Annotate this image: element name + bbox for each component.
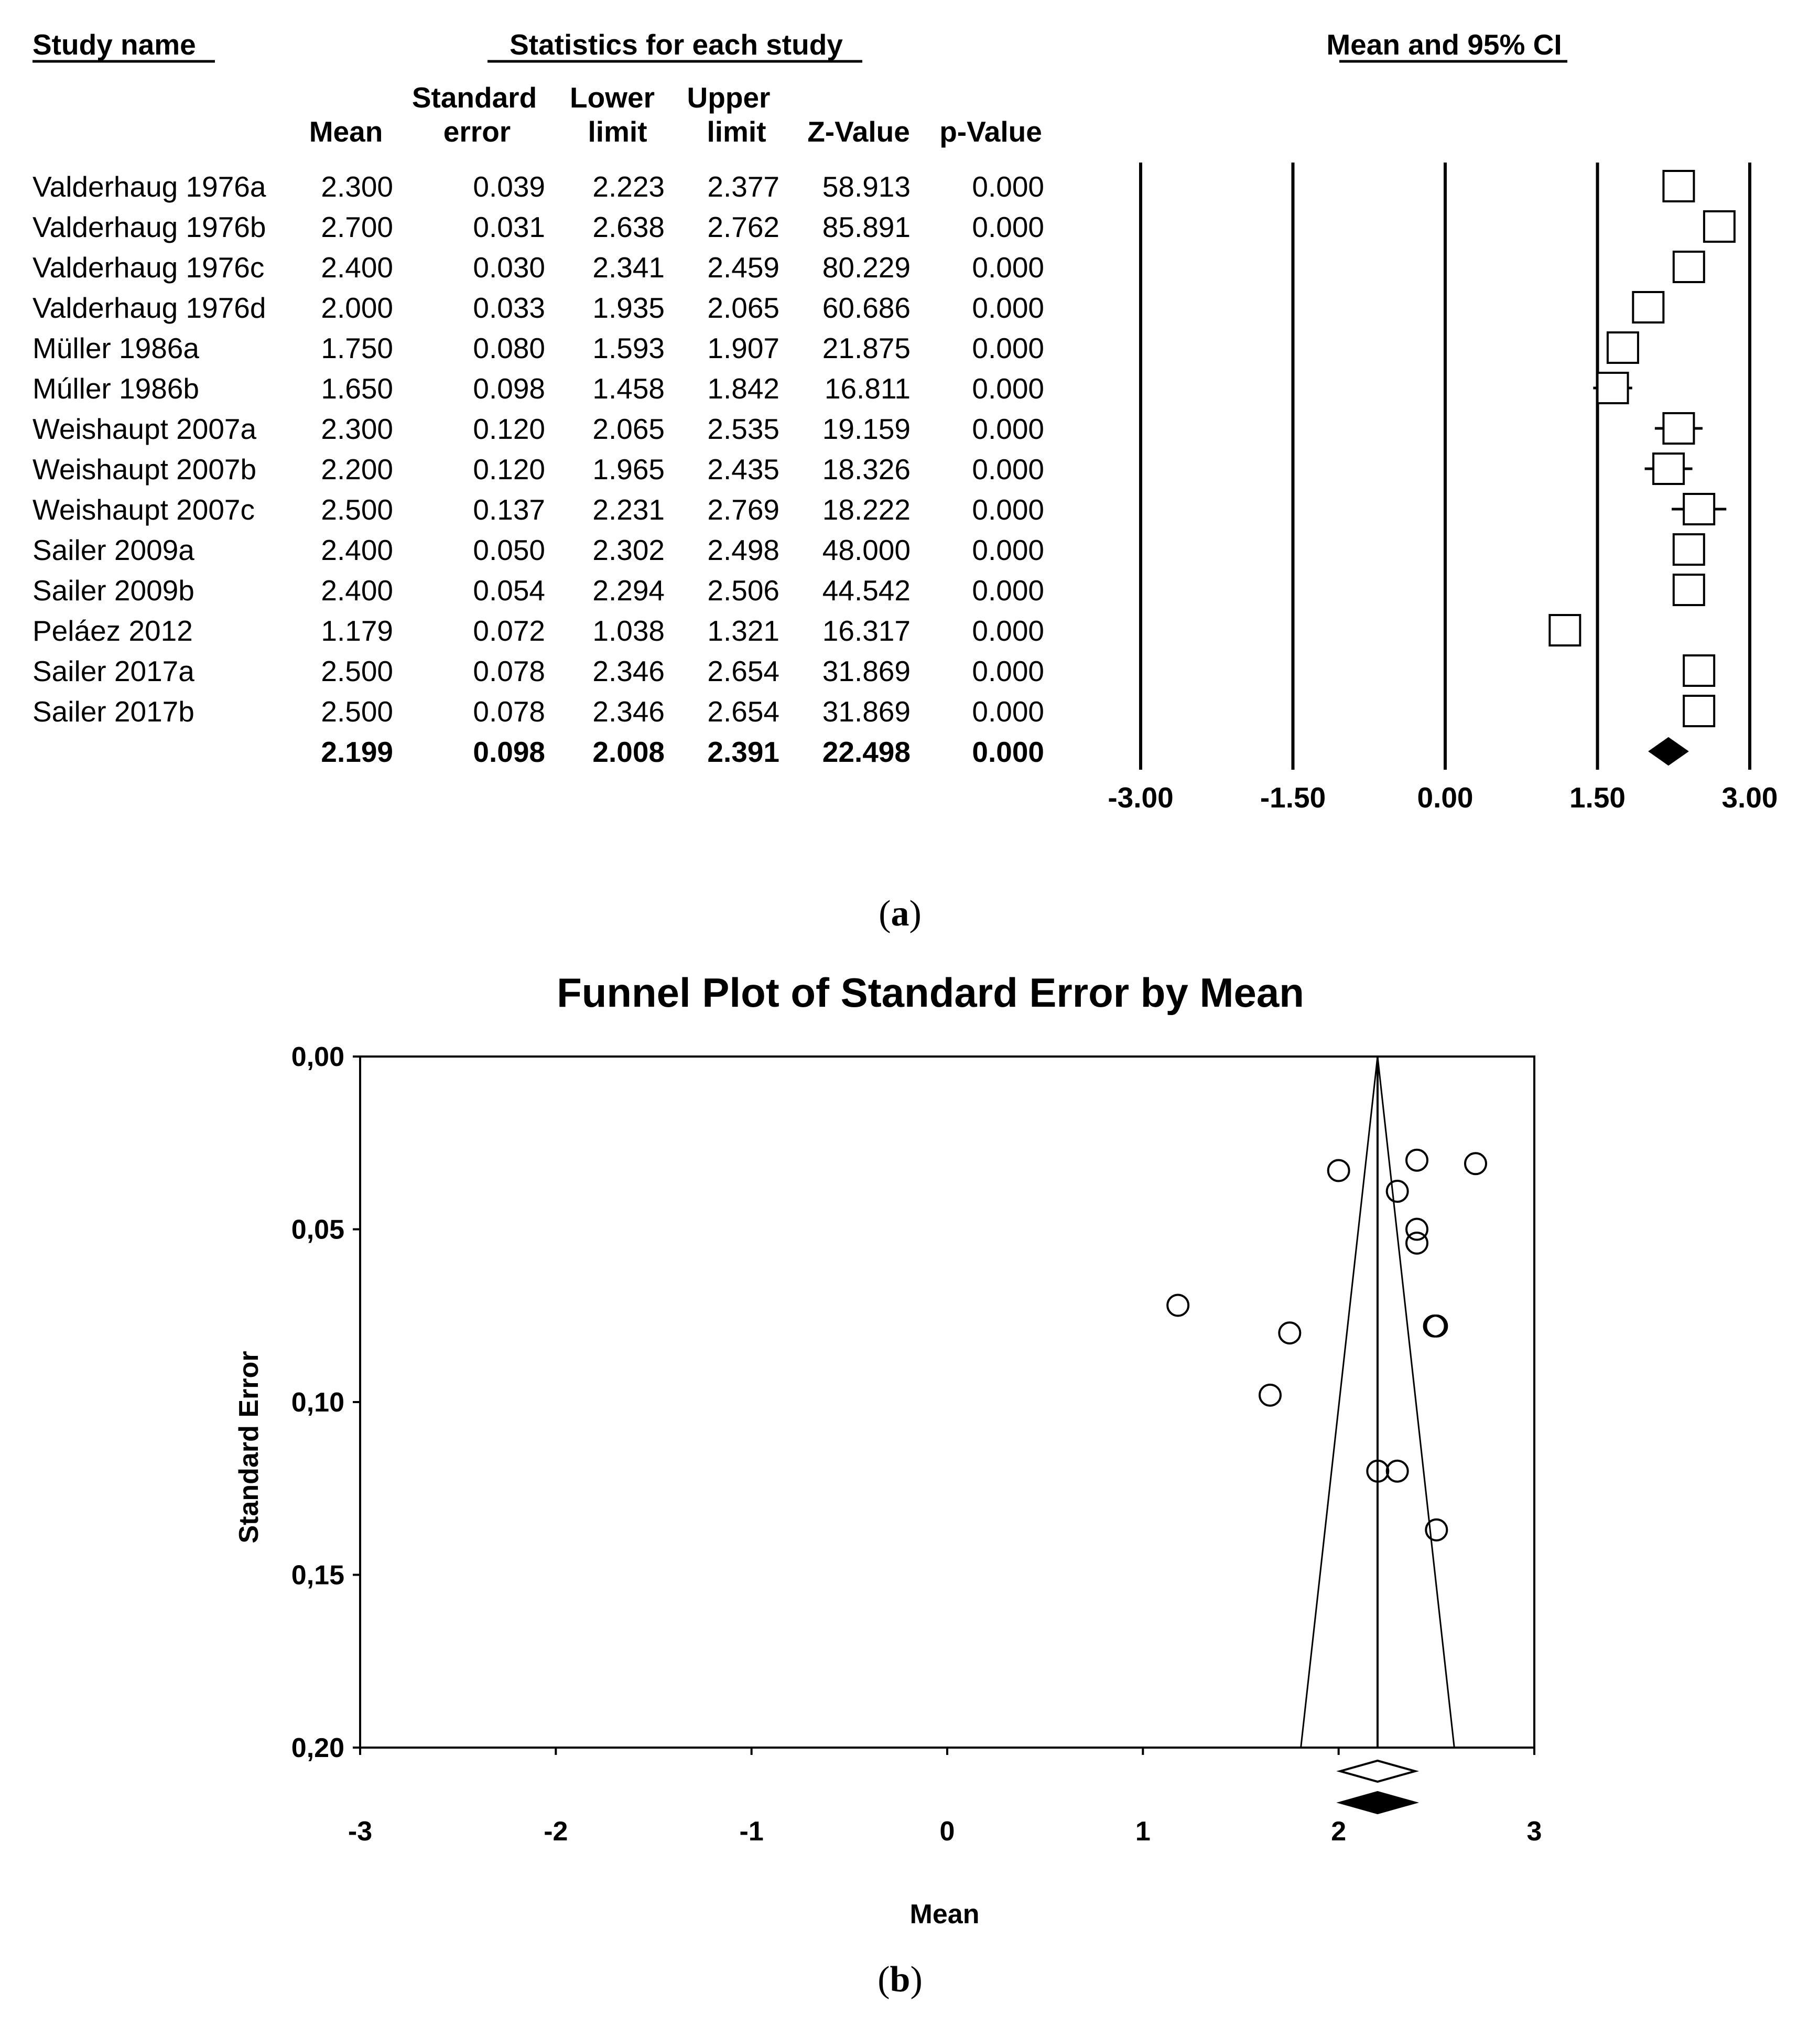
study-name-cell: Sailer 2017b — [32, 695, 194, 728]
upper-cell: 2.654 — [707, 695, 779, 728]
study-name-cell: Múller 1986b — [32, 372, 199, 405]
study-square — [1674, 252, 1704, 282]
z-cell: 19.159 — [822, 413, 911, 445]
p-col-header: p-Value — [939, 115, 1042, 148]
study-name-cell: Weishaupt 2007a — [32, 413, 257, 445]
summary-z-cell: 22.498 — [822, 736, 911, 768]
funnel-y-tick-label: 0,10 — [291, 1387, 344, 1418]
study-point — [1167, 1295, 1188, 1316]
study-point — [1279, 1322, 1300, 1343]
study-square — [1608, 332, 1638, 363]
lower-cell: 1.593 — [592, 332, 665, 364]
panel-a-caption: (a) — [879, 893, 922, 934]
study-name-header: Study name — [32, 28, 196, 61]
funnel-title: Funnel Plot of Standard Error by Mean — [557, 969, 1304, 1016]
study-name-cell: Sailer 2009a — [32, 534, 194, 566]
upper-cell: 1.842 — [707, 372, 779, 405]
funnel-plot-panel — [234, 969, 1542, 1930]
se-cell: 0.078 — [473, 655, 545, 687]
z-cell: 21.875 — [822, 332, 911, 364]
funnel-x-label: Mean — [909, 1899, 980, 1930]
funnel-plot-area — [291, 1042, 1542, 1847]
se-col-header-1: Standard — [411, 81, 537, 114]
study-point — [1328, 1160, 1349, 1181]
mean-cell: 2.500 — [321, 493, 393, 526]
summary-diamond — [1649, 738, 1688, 765]
summary-upper-cell: 2.391 — [707, 736, 779, 768]
statistics-group-header: Statistics for each study — [510, 28, 843, 61]
upper-cell: 2.065 — [707, 292, 779, 324]
mean-cell: 2.000 — [321, 292, 393, 324]
study-name-cell: Valderhaug 1976a — [32, 170, 266, 203]
study-square — [1684, 696, 1714, 726]
funnel-y-tick-label: 0,15 — [291, 1560, 344, 1591]
upper-cell: 2.769 — [707, 493, 779, 526]
p-cell: 0.000 — [972, 615, 1044, 647]
summary-se-cell: 0.098 — [473, 736, 545, 768]
study-square — [1704, 211, 1735, 242]
upper-cell: 2.535 — [707, 413, 779, 445]
funnel-x-tick-label: 2 — [1331, 1816, 1347, 1847]
lower-cell: 2.294 — [592, 574, 665, 607]
study-point — [1387, 1181, 1408, 1202]
study-square — [1598, 373, 1628, 403]
study-square — [1550, 615, 1580, 645]
se-cell: 0.033 — [473, 292, 545, 324]
plot-group-header: Mean and 95% CI — [1326, 28, 1562, 61]
forest-x-tick-label: 0.00 — [1417, 781, 1474, 814]
forest-x-tick-label: -3.00 — [1108, 781, 1174, 814]
study-point — [1260, 1385, 1281, 1406]
forest-plot-panel — [32, 28, 1778, 814]
z-cell: 16.317 — [822, 615, 911, 647]
mean-cell: 1.650 — [321, 372, 393, 405]
study-name-cell: Valderhaug 1976d — [32, 292, 266, 324]
lower-cell: 1.038 — [592, 615, 665, 647]
mean-cell: 2.400 — [321, 574, 393, 607]
study-point — [1387, 1461, 1408, 1482]
se-cell: 0.054 — [473, 574, 545, 607]
funnel-x-tick-label: 3 — [1526, 1816, 1542, 1847]
mean-cell: 2.400 — [321, 534, 393, 566]
mean-cell: 1.750 — [321, 332, 393, 364]
mean-cell: 1.179 — [321, 615, 393, 647]
study-name-cell: Weishaupt 2007c — [32, 493, 255, 526]
mean-cell: 2.500 — [321, 695, 393, 728]
z-cell: 85.891 — [822, 211, 911, 243]
se-cell: 0.120 — [473, 413, 545, 445]
p-cell: 0.000 — [972, 574, 1044, 607]
study-square — [1633, 292, 1663, 322]
se-cell: 0.080 — [473, 332, 545, 364]
forest-x-tick-label: 3.00 — [1721, 781, 1778, 814]
p-cell: 0.000 — [972, 413, 1044, 445]
study-point — [1426, 1316, 1447, 1337]
study-name-cell: Müller 1986a — [32, 332, 199, 364]
funnel-plot-frame — [360, 1057, 1534, 1748]
funnel-y-tick-label: 0,05 — [291, 1214, 344, 1245]
forest-x-tick-label: 1.50 — [1569, 781, 1626, 814]
p-cell: 0.000 — [972, 655, 1044, 687]
se-cell: 0.039 — [473, 170, 545, 203]
study-name-cell: Weishaupt 2007b — [32, 453, 257, 486]
se-cell: 0.078 — [473, 695, 545, 728]
summary-mean-cell: 2.199 — [321, 736, 393, 768]
lower-cell: 2.346 — [592, 655, 665, 687]
upper-cell: 2.377 — [707, 170, 779, 203]
study-name-cell: Peláez 2012 — [32, 615, 193, 647]
se-cell: 0.137 — [473, 493, 545, 526]
p-cell: 0.000 — [972, 170, 1044, 203]
z-cell: 18.326 — [822, 453, 911, 486]
lower-cell: 2.065 — [592, 413, 665, 445]
z-cell: 80.229 — [822, 251, 911, 284]
mean-cell: 2.400 — [321, 251, 393, 284]
upper-cell: 2.459 — [707, 251, 779, 284]
funnel-x-tick-label: 1 — [1135, 1816, 1151, 1847]
funnel-y-tick-label: 0,00 — [291, 1042, 344, 1072]
lower-cell: 1.965 — [592, 453, 665, 486]
mean-col-header: Mean — [309, 115, 383, 148]
p-cell: 0.000 — [972, 292, 1044, 324]
funnel-x-tick-label: -3 — [348, 1816, 373, 1847]
lower-cell: 2.638 — [592, 211, 665, 243]
lower-cell: 2.223 — [592, 170, 665, 203]
upper-cell: 2.654 — [707, 655, 779, 687]
lower-col-header-2: limit — [588, 115, 647, 148]
study-name-cell: Valderhaug 1976c — [32, 251, 265, 284]
summary-lower-cell: 2.008 — [592, 736, 665, 768]
p-cell: 0.000 — [972, 251, 1044, 284]
funnel-right-limit — [1378, 1057, 1454, 1748]
study-point — [1465, 1153, 1486, 1174]
lower-cell: 2.341 — [592, 251, 665, 284]
observed-diamond — [1340, 1761, 1415, 1782]
funnel-y-tick-label: 0,20 — [291, 1733, 344, 1763]
z-cell: 60.686 — [822, 292, 911, 324]
study-name-cell: Sailer 2009b — [32, 574, 194, 607]
se-cell: 0.050 — [473, 534, 545, 566]
p-cell: 0.000 — [972, 695, 1044, 728]
lower-cell: 2.231 — [592, 493, 665, 526]
upper-cell: 2.435 — [707, 453, 779, 486]
p-cell: 0.000 — [972, 453, 1044, 486]
imputed-diamond — [1340, 1792, 1415, 1813]
z-cell: 31.869 — [822, 655, 911, 687]
study-square — [1684, 494, 1714, 524]
z-cell: 44.542 — [822, 574, 911, 607]
z-cell: 58.913 — [822, 170, 911, 203]
p-cell: 0.000 — [972, 211, 1044, 243]
upper-cell: 1.321 — [707, 615, 779, 647]
funnel-x-tick-label: -2 — [544, 1816, 568, 1847]
panel-b-caption: (b) — [878, 1959, 923, 2000]
upper-cell: 2.762 — [707, 211, 779, 243]
lower-col-header-1: Lower — [570, 81, 655, 114]
z-cell: 18.222 — [822, 493, 911, 526]
mean-cell: 2.200 — [321, 453, 393, 486]
study-point — [1406, 1233, 1427, 1254]
z-cell: 48.000 — [822, 534, 911, 566]
study-square — [1663, 413, 1694, 444]
study-square — [1684, 655, 1714, 686]
se-col-header-2: error — [443, 115, 511, 148]
upper-cell: 1.907 — [707, 332, 779, 364]
z-col-header: Z-Value — [807, 115, 910, 148]
upper-cell: 2.498 — [707, 534, 779, 566]
se-cell: 0.098 — [473, 372, 545, 405]
upper-col-header-2: limit — [707, 115, 766, 148]
p-cell: 0.000 — [972, 332, 1044, 364]
upper-cell: 2.506 — [707, 574, 779, 607]
mean-cell: 2.700 — [321, 211, 393, 243]
study-square — [1653, 454, 1684, 484]
z-cell: 31.869 — [822, 695, 911, 728]
funnel-x-tick-label: -1 — [739, 1816, 764, 1847]
study-name-cell: Valderhaug 1976b — [32, 211, 266, 243]
lower-cell: 1.935 — [592, 292, 665, 324]
se-cell: 0.031 — [473, 211, 545, 243]
upper-col-header-1: Upper — [687, 81, 771, 114]
study-square — [1674, 534, 1704, 565]
p-cell: 0.000 — [972, 493, 1044, 526]
study-point — [1406, 1150, 1427, 1171]
study-name-cell: Sailer 2017a — [32, 655, 194, 687]
study-point — [1424, 1316, 1445, 1337]
se-cell: 0.120 — [473, 453, 545, 486]
forest-plot-area — [1108, 163, 1778, 814]
lower-cell: 2.302 — [592, 534, 665, 566]
mean-cell: 2.300 — [321, 170, 393, 203]
lower-cell: 1.458 — [592, 372, 665, 405]
lower-cell: 2.346 — [592, 695, 665, 728]
forest-table-rows — [32, 170, 1044, 768]
p-cell: 0.000 — [972, 372, 1044, 405]
p-cell: 0.000 — [972, 534, 1044, 566]
panel-a-letter: a — [891, 893, 909, 934]
study-point — [1426, 1520, 1447, 1540]
forest-x-tick-label: -1.50 — [1260, 781, 1326, 814]
funnel-y-label: Standard Error — [234, 1351, 264, 1544]
study-square — [1674, 575, 1704, 605]
funnel-x-tick-label: 0 — [939, 1816, 955, 1847]
study-square — [1663, 171, 1694, 201]
se-cell: 0.030 — [473, 251, 545, 284]
se-cell: 0.072 — [473, 615, 545, 647]
summary-p-cell: 0.000 — [972, 736, 1044, 768]
mean-cell: 2.500 — [321, 655, 393, 687]
panel-b-letter: b — [890, 1959, 911, 2000]
z-cell: 16.811 — [824, 372, 911, 405]
mean-cell: 2.300 — [321, 413, 393, 445]
